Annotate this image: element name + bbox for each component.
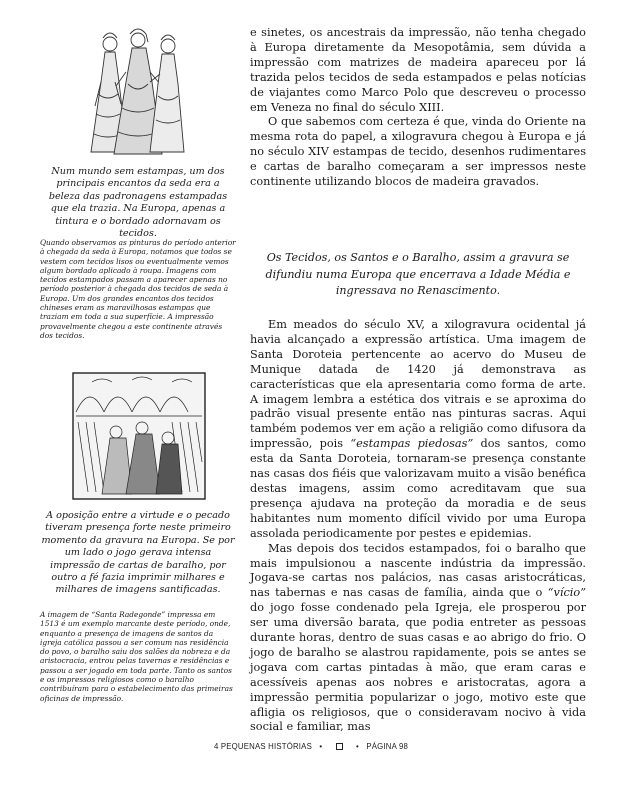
paragraph-baralho [250, 542, 586, 736]
santa-radegonde-woodcut [72, 372, 206, 500]
main-text-top [250, 26, 586, 190]
paragraph-santa-doroteia [250, 318, 586, 542]
paragraph-baralho-part1: Mas depois dos tecidos estampados, foi o baralho que mais impulsionou a nascente indústria da impressão. Jogava-se cartas nos palácios, nas casas aristocráticas, nas tabernas e nas casas de família, ainda que o [250, 541, 586, 600]
caption-virtue: A oposição entre a virtude e o pecado tiveram presença forte neste primeiro momento da gravura na Europa. Se por um lado o jogo gerava intensa impressão de cartas de baralho, por outro a fé fazia imprimir milhares e milhares de imagens santificadas. [41, 510, 235, 596]
quote-estampas-piedosas: “estampas piedosas” [350, 437, 474, 451]
paragraph-silk-route: e sinetes, os ancestrais da impressão, não tenha chegado à Europa diretamente da Mesopotâmia, sem dúvida a impressão com matrizes de madeira apareceu por lá trazida pelos tecidos de seda estampados e pelas notícias de viajantes como Marco Polo que descreveu o processo em Veneza no final do século XIII. [250, 26, 586, 114]
quote-vicio: “vício” [547, 586, 586, 600]
paragraph-baralho-part2: do jogo fosse condenado pela Igreja, ele prosperou por ser uma diversão barata, que podia entreter as pessoas durante horas, dentro de suas casas e ao abrigo do frio. O jogo de baralho se alastrou rapidamente, pois se antes se jogava com cartas pintadas à mão, que eram caras e acessíveis apenas aos nobres e aristocratas, agora a impressão permitia popularizar o jogo, motivo este que afligia os religiosos, que o consideravam nocivo à vida social e familiar, mas [250, 601, 586, 734]
footer-page-number: PÁGINA 98 [366, 742, 409, 752]
paragraph-doroteia-part1: Em meados do século XV, a xilogravura ocidental já havia alcançado a expressão artística. Uma imagem de Santa Doroteia pertencente ao acervo do Museu de Munique datada de 1420 já demonstrava as características que ela apresentaria como forma de arte. A imagem lembra a estética dos vitrais e se aproxima do padrão visual presente então nas pinturas sacras. Aqui também podemos ver em ação a religião como difusora da impressão, pois [250, 318, 586, 451]
caption-silk: Num mundo sem estampas, um dos principais encantos da seda era a beleza das padronagens estampadas que ela trazia. Na Europa, apenas a tintura e o bordado adornavam os tecidos. [48, 166, 228, 240]
page-footer [0, 742, 622, 751]
bullet-icon: • [356, 742, 359, 752]
pull-quote: Os Tecidos, os Santos e o Baralho, assim a gravura se difundiu numa Europa que encerrava a Idade Média e ingressava no Renascimento. [265, 251, 571, 298]
paragraph-woodcut-arrival: O que sabemos com certeza é que, vinda do Oriente na mesma rota do papel, a xilogravura chegou à Europa e já no século XIV estampas de tecido, desenhos rudimentares e cartas de baralho começaram a ser impressos neste continente utilizando blocos de madeira gravados. [250, 115, 586, 189]
paragraph-doroteia-part2: dos santos, como esta da Santa Doroteia, tornaram-se presença constante nas casas dos fiéis que valorizavam muito a visão benéfica destas imagens, assim como acreditavam que sua presença ajudava na proteção da moradia e de seus habitantes num momento difícil vivido por uma Europa assolada periodicamente por pestes e epidemias. [250, 437, 586, 540]
note-radegonde: A imagem de “Santa Radegonde” impressa em 1513 é um exemplo marcante deste período, onde, enquanto a presença de imagens de santos da igreja católica passou a ser comum nas residência do povo, o baralho saiu dos salões da nobreza e da aristocracia, entrou pelas tavernas e residências e passou a ser jogado em toda parte. Tanto os santos e os impressos religiosos como o baralho contribuíram para o estabelecimento das primeiras oficinas de impressão. [40, 610, 233, 703]
footer-book-title: 4 PEQUENAS HISTÓRIAS [213, 742, 312, 752]
main-text-bottom [250, 318, 586, 735]
bullet-icon: • [319, 742, 323, 752]
square-icon [336, 743, 343, 750]
medieval-women-illustration [88, 24, 188, 160]
note-silk: Quando observamos as pinturas do período anterior à chegada da seda à Europa, notamos que todos se vestem com tecidos lisos ou eventualmente vemos algum bordado aplicado à roupa. Imagens com tecidos estampados passam a aparecer apenas no período posterior à chegada dos tecidos de seda à Europa. Um dos grandes encantos dos tecidos chineses eram as maravilhosas estampas que traziam em toda a sua superfície. A impressão provavelmente chegou a este continente através dos tecidos. [40, 238, 236, 340]
